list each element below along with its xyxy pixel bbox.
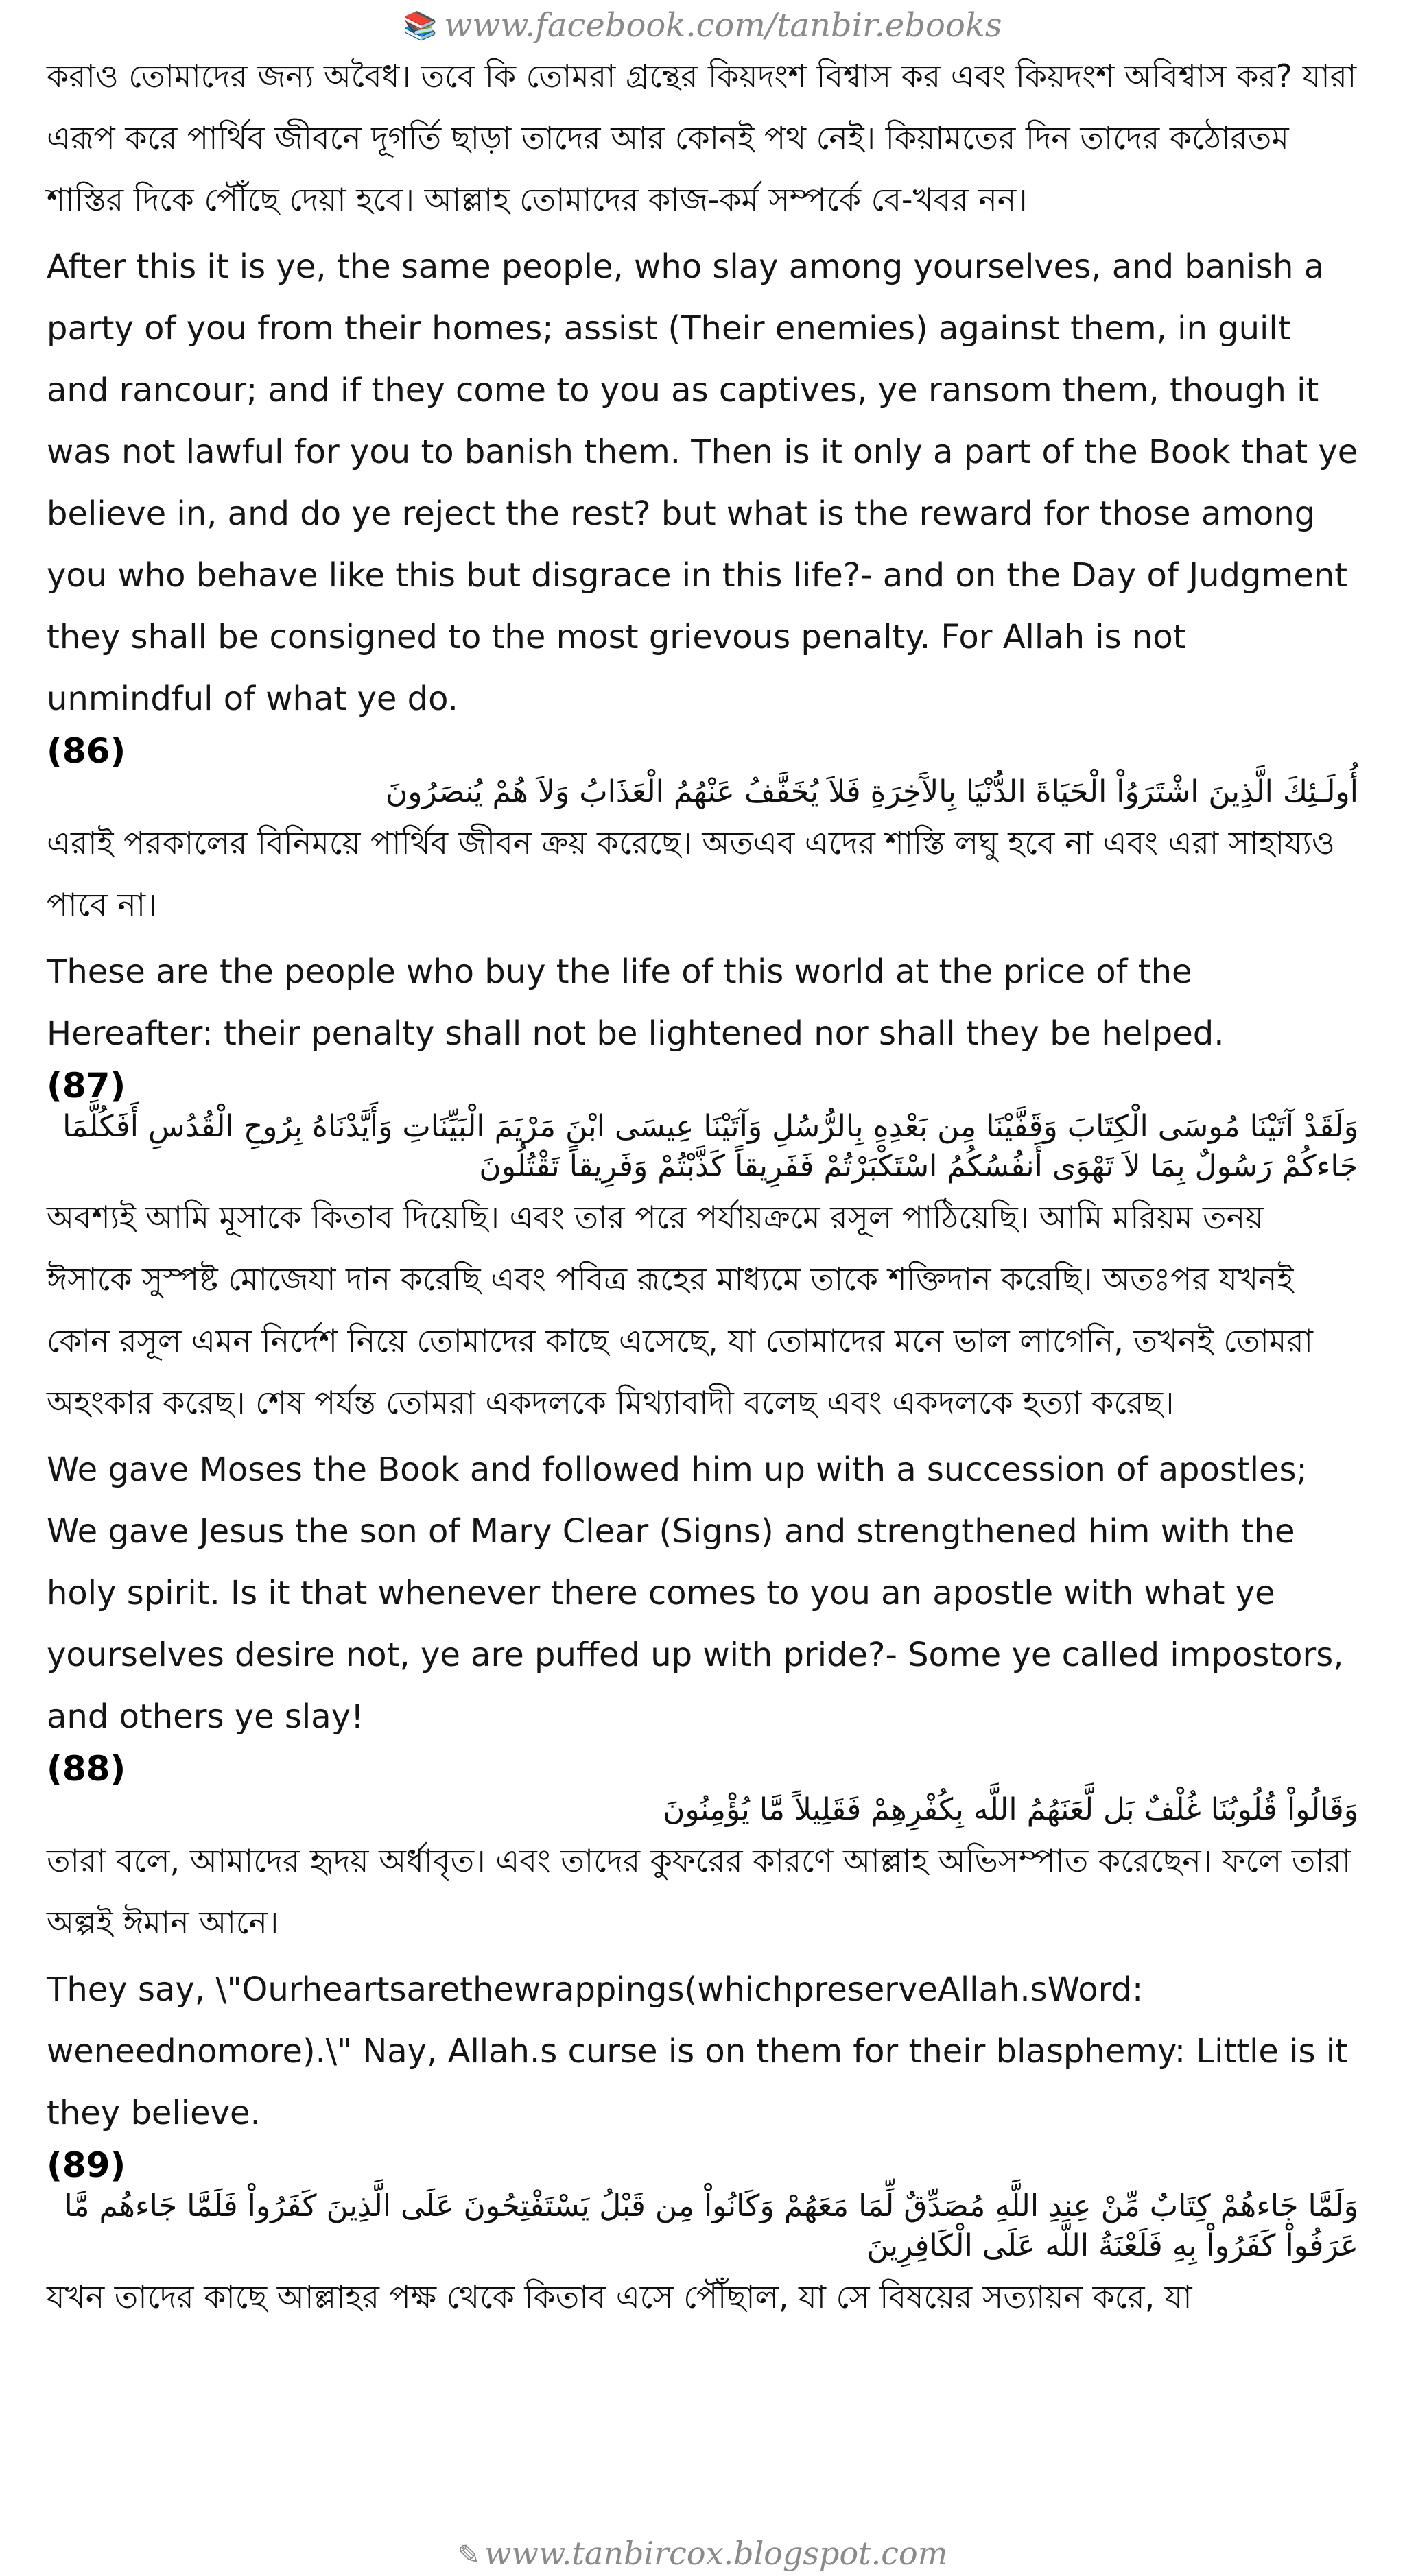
verse-85-bengali: করাও তোমাদের জন্য অবৈধ। তবে কি তোমরা গ্রন্থের কিয়দংশ বিশ্বাস কর এবং কিয়দংশ অবিশ্বাস কর? যারা এরূপ করে পার্থিব জীবনে দূগর্তি ছাড়া তাদের আর কোনই পথ নেই। কিয়ামতের দিন তাদের কঠোরতম শাস্তির দিকে পৌঁছে দেয়া হবে। আল্লাহ তোমাদের কাজ-কর্ম সম্পর্কে বে-খবর নন। bbox=[47, 58, 1357, 218]
ebook-page bbox=[47, 0, 1358, 2575]
footer-url[interactable]: www.tanbircox.blogspot.com bbox=[484, 2535, 948, 2572]
verse-89-arabic: وَلَمَّا جَاءهُمْ كِتَابٌ مِّنْ عِندِ اللَّهِ مُصَدِّقٌ لِّمَا مَعَهُمْ وَكَانُواْ مِن قَبْلُ يَسْتَفْتِحُونَ عَلَى الَّذِينَ كَفَرُواْ فَلَمَّا جَاءهُم مَّا عَرَفُواْ كَفَرُواْ بِهِ فَلَعْنَةُ اللَّه عَلَى الْكَافِرِينَ bbox=[64, 2189, 1358, 2263]
page-footer bbox=[47, 2533, 1358, 2574]
header-url[interactable]: www.facebook.com/tanbir.ebooks bbox=[444, 6, 1002, 45]
verse-87-arabic: وَلَقَدْ آتَيْنَا مُوسَى الْكِتَابَ وَقَفَّيْنَا مِن بَعْدِهِ بِالرُّسُلِ وَآتَيْنَا عِيسَى ابْنَ مَرْيَمَ الْبَيِّنَاتِ وَأَيَّدْنَاهُ بِرُوحِ الْقُدُسِ أَفَكُلَّمَا جَاءكُمْ رَسُولٌ بِمَا لاَ تَهْوَى أَنفُسُكُمُ اسْتَكْبَرْتُمْ فَفَرِيقاً كَذَّبْتُمْ وَفَرِيقاً تَقْتُلُونَ bbox=[62, 1109, 1358, 1184]
verse-88-bengali: তারা বলে, আমাদের হৃদয় অর্ধাবৃত। এবং তাদের কুফরের কারণে আল্লাহ অভিসম্পাত করেছেন। ফলে তারা অল্পই ঈমান আনে। bbox=[47, 1842, 1351, 1941]
verse-88-english: They say, \"Ourheartsarethewrappings(whichpreserveAllah.sWord: weneednomore).\" Nay, Allah.s curse is on them for their blasphemy: Little is it they believe. bbox=[47, 1970, 1348, 2132]
page-header bbox=[47, 3, 1358, 48]
verse-87-bengali: অবশ্যই আমি মূসাকে কিতাব দিয়েছি। এবং তার পরে পর্যায়ক্রমে রসূল পাঠিয়েছি। আমি মরিয়ম তনয় ঈসাকে সুস্পষ্ট মোজেযা দান করেছি এবং পবিত্র রূহের মাধ্যমে তাকে শক্তিদান করেছি। অতঃপর যখনই কোন রসূল এমন নির্দেশ নিয়ে তোমাদের কাছে এসেছে, যা তোমাদের মনে ভাল লাগেনি, তখনই তোমরা অহংকার করেছ। শেষ পর্যন্ত তোমরা একদলকে মিথ্যাবাদী বলেছ এবং একদলকে হত্যা করেছ। bbox=[47, 1199, 1313, 1421]
page-content bbox=[47, 45, 1358, 2328]
verse-86-bengali: এরাই পরকালের বিনিময়ে পার্থিব জীবন ক্রয় করেছে। অতএব এদের শাস্তি লঘু হবে না এবং এরা সাহায্যও পাবে না। bbox=[47, 824, 1335, 923]
verse-89-bengali: যখন তাদের কাছে আল্লাহর পক্ষ থেকে কিতাব এসে পৌঁছাল, যা সে বিষয়ের সত্যায়ন করে, যা bbox=[47, 2278, 1192, 2315]
books-icon: 📚 bbox=[403, 10, 438, 42]
verse-88-number: (88) bbox=[47, 1749, 126, 1789]
pen-icon: ✎ bbox=[457, 2540, 481, 2571]
verse-86-arabic: أُولَـئِكَ الَّذِينَ اشْتَرَوُاْ الْحَيَاةَ الدُّنْيَا بِالآَخِرَةِ فَلاَ يُخَفَّفُ عَنْهُمُ الْعَذَابُ وَلاَ هُمْ يُنصَرُونَ bbox=[385, 774, 1358, 809]
verse-87-number: (87) bbox=[47, 1066, 126, 1106]
verse-88-arabic: وَقَالُواْ قُلُوبُنَا غُلْفٌ بَل لَّعَنَهُمُ اللَّه بِكُفْرِهِمْ فَقَلِيلاً مَّا يُؤْمِنُونَ bbox=[663, 1792, 1358, 1827]
verse-86-english: These are the people who buy the life of this world at the price of the Hereafter: their penalty shall not be lightened nor shall they be helped. bbox=[47, 953, 1225, 1053]
verse-87-english: We gave Moses the Book and followed him up with a succession of apostles; We gave Jesus the son of Mary Clear (Signs) and strengthened him with the holy spirit. Is it that whenever there comes to you an apostle with what ye yourselves desire not, ye are puffed up with pride?- Some ye called impostors, and others ye slay! bbox=[47, 1451, 1344, 1736]
verse-85-english: After this it is ye, the same people, who slay among yourselves, and banish a party of you from their homes; assist (Their enemies) against them, in guilt and rancour; and if they come to you as captives, ye ransom them, though it was not lawful for you to banish them. Then is it only a part of the Book that ye believe in, and do ye reject the rest? but what is the reward for those among you who behave like this but disgrace in this life?- and on the Day of Judgment they shall be consigned to the most grievous penalty. For Allah is not unmindful of what ye do. bbox=[47, 248, 1358, 718]
verse-86-number: (86) bbox=[47, 731, 126, 771]
verse-89-number: (89) bbox=[47, 2145, 126, 2185]
